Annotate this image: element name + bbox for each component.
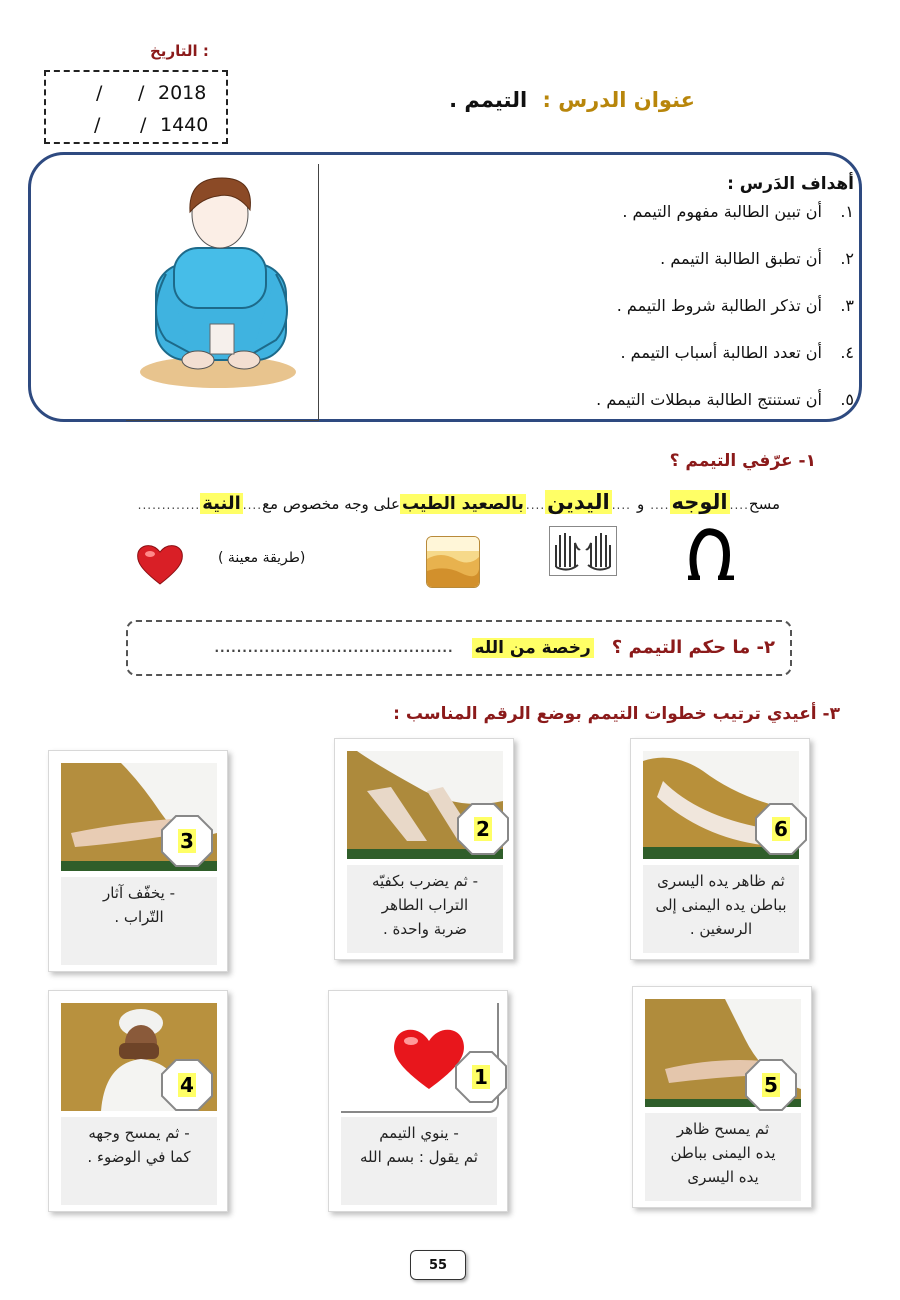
lesson-title-value: التيمم . — [449, 88, 528, 112]
definition-word-and: و — [636, 495, 645, 513]
step-number-badge[interactable]: 5 — [745, 1059, 797, 1111]
question-1: ١- عرّفي التيمم ؟ — [669, 451, 816, 471]
definition-line — [138, 490, 780, 514]
face-outline-icon — [688, 528, 734, 580]
step-card — [48, 990, 228, 1212]
answer-soil[interactable]: بالصعيد الطيب — [401, 494, 524, 514]
fill-dots: ............. — [137, 498, 201, 512]
date-label: التاريخ : — [150, 42, 209, 60]
objective-number: ٤. — [840, 343, 854, 362]
hands-icon — [549, 526, 617, 576]
lesson-title-label: عنوان الدرس : — [542, 88, 695, 112]
gregorian-year: 2018 — [158, 82, 207, 104]
objectives-title: أهداف الدَرس : — [727, 174, 854, 194]
step-number-badge[interactable]: 6 — [755, 803, 807, 855]
step-card — [328, 990, 508, 1212]
hijri-year: 1440 — [160, 114, 209, 136]
specific-way-note: (طريقة معينة ) — [218, 550, 306, 566]
step-card — [48, 750, 228, 972]
fill-dots: ........................................... — [214, 640, 454, 655]
objective-text: أن تبين الطالبة مفهوم التيمم . — [622, 202, 822, 221]
question-2-answer[interactable]: رخصة من الله — [472, 638, 594, 658]
step-text: ثم ظاهر يده اليسرى بباطن يده اليمنى إلى الرسغين . — [643, 865, 799, 953]
step-card — [630, 738, 810, 960]
fill-dots: .... — [525, 498, 546, 512]
date-box — [44, 70, 228, 144]
date-sep: / — [96, 82, 103, 104]
step-text: - يخفّف آثار التّراب . — [61, 877, 217, 965]
definition-word-mash: مسح — [748, 495, 780, 513]
step-text: ثم يمسح ظاهر يده اليمنى بباطن يده اليسرى — [645, 1113, 801, 1201]
objective-text: أن تذكر الطالبة شروط التيمم . — [616, 296, 822, 315]
step-text: - ثم يمسح وجهه كما في الوضوء . — [61, 1117, 217, 1205]
objective-item — [374, 343, 854, 390]
question-3: ٣- أعيدي ترتيب خطوات التيمم بوضع الرقم المناسب : — [393, 704, 840, 724]
objective-item — [374, 296, 854, 343]
answer-face[interactable]: الوجه — [671, 490, 728, 514]
fill-dots: .... — [611, 498, 631, 512]
question-2 — [214, 637, 775, 658]
definition-middle-text: على وجه مخصوص مع — [262, 495, 400, 513]
fill-dots: .... — [242, 498, 263, 512]
answer-intention[interactable]: النية — [202, 493, 241, 514]
boy-tayammum-illustration — [126, 164, 319, 421]
objective-number: ٣. — [840, 296, 854, 315]
fill-dots: .... — [729, 498, 749, 512]
objectives-list — [374, 202, 854, 437]
objective-number: ١. — [840, 202, 854, 221]
fill-dots: .... — [650, 498, 670, 512]
objective-number: ٥. — [840, 390, 854, 409]
step-number-badge[interactable]: 4 — [161, 1059, 213, 1111]
question-2-text: ٢- ما حكم التيمم ؟ — [611, 637, 775, 658]
objective-text: أن تطبق الطالبة التيمم . — [660, 249, 822, 268]
answer-hands[interactable]: اليدين — [547, 490, 610, 514]
page-number: 55 — [410, 1250, 466, 1280]
step-number-badge[interactable]: 2 — [457, 803, 509, 855]
objective-number: ٢. — [840, 249, 854, 268]
objective-item — [374, 202, 854, 249]
step-card — [632, 986, 812, 1208]
step-text: - ثم يضرب بكفيّه التراب الطاهر ضربة واحدة . — [347, 865, 503, 953]
step-text: - ينوي التيمم ثم يقول : بسم الله — [341, 1117, 497, 1205]
date-sep: / — [94, 114, 101, 136]
objective-text: أن تستنتج الطالبة مبطلات التيمم . — [596, 390, 822, 409]
step-number-badge[interactable]: 1 — [455, 1051, 507, 1103]
date-sep: / — [140, 114, 147, 136]
sand-icon — [426, 536, 480, 588]
objective-text: أن تعدد الطالبة أسباب التيمم . — [620, 343, 822, 362]
heart-icon — [136, 542, 184, 586]
date-sep: / — [138, 82, 145, 104]
step-number-badge[interactable]: 3 — [161, 815, 213, 867]
step-card — [334, 738, 514, 960]
objective-item — [374, 249, 854, 296]
objective-item — [374, 390, 854, 437]
lesson-title — [449, 88, 695, 112]
